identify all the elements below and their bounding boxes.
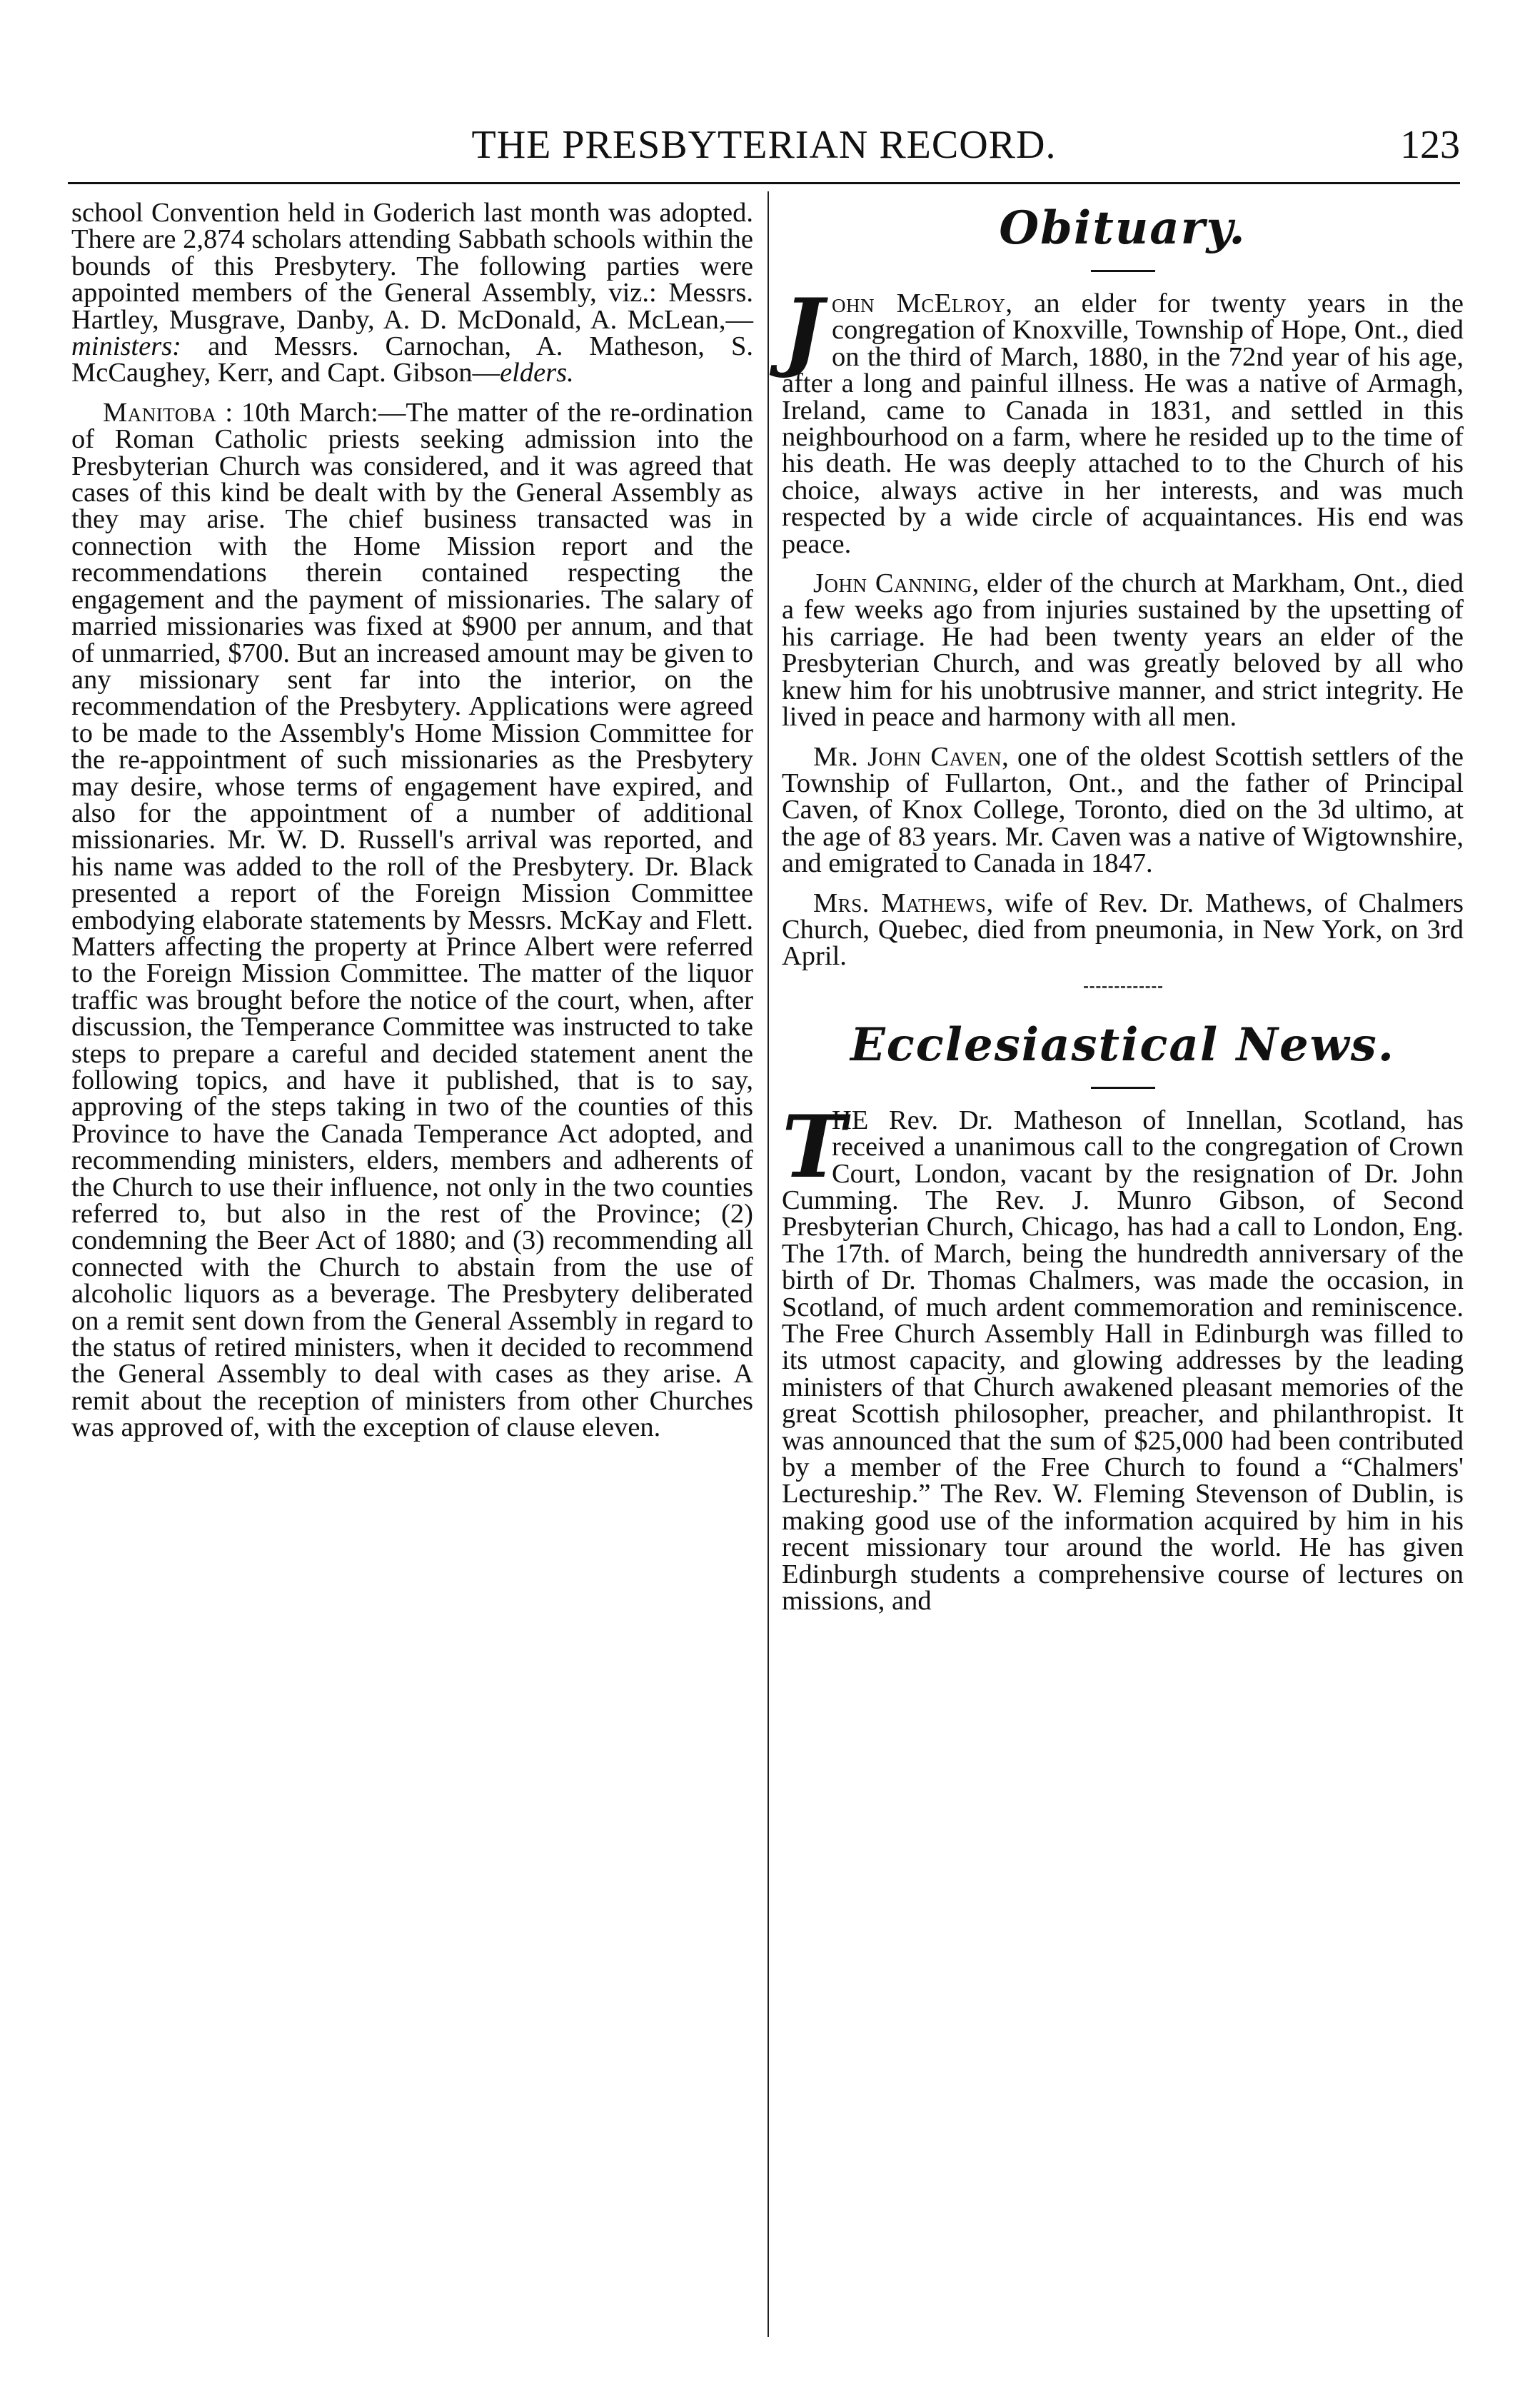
manitoba-text: : 10th March:—The matter of the re-ordination of Roman Catholic priests seeking admission into the Presbyterian Church was considered, and it was agreed that cases of this kind be dealt with by the General Assembly as they may arise. The chief business transacted was in connection with the Home Mission report and the recommendations therein contained respecting the engagement and the payment of missionaries. The salary of married missionaries was fixed at $900 per annum, and that of unmarried, $700. But an increased amount may be given to any missionary sent far into the interior, on the recommendation of the Presbytery. Applications were agreed to be made to the Assembly's Home Mission Committee for the re-appointment of such missionaries as the Presbytery may desire, whose terms of engagement have expired, and also for the appointment of a number of additional missionaries. Mr. W. D. Russell's arrival was reported, and his name was added to the roll of the Presbytery. Dr. Black presented a report of the Foreign Mission Committee embodying elaborate statements by Messrs. McKay and Flett. Matters affecting the property at Prince Albert were referred to the Foreign Mission Committee. The matter of the liquor traffic was brought before the notice of the court, when, after discussion, the Temperance Committee was instructed to take steps to prepare a careful and decided statement anent the following topics, and have it published, that is to say, approving of the steps taking in two of the counties of this Province to have the Canada Temperance Act adopted, and recommending ministers, elders, members and adherents of the Church to use their influence, not only in the two counties referred to, but also in the rest of the Province; (2) condemning the Beer Act of 1880; and (3) recommending all connected with the Church to abstain from the use of alcoholic liquors as a beverage. The Presbytery deliberated on a remit sent down from the General Assembly in regard to the status of retired ministers, when it decided to recommend the General Assembly to deal with cases as they arise. A remit about the reception of ministers from other Churches was approved of, with the exception of clause eleven.: [71, 397, 753, 1443]
assembly-text: school Convention held in Goderich last month was adopted. There are 2,874 scholars attending Sabbath schools within the bounds of this Presbytery. The following parties were appointed members of the General Assembly, viz.: Messrs. Hartley, Musgrave, Danby, A. D. McDonald, A. McLean,—: [71, 198, 753, 335]
obituary-caven: [782, 741, 1464, 879]
ecclesiastical-news-heading: Ecclesiastical News.: [850, 1017, 1396, 1072]
manitoba-lead: Manitoba: [103, 397, 217, 428]
mcelroy-text: , an elder for twenty years in the congregation of Knoxville, Township of Hope, Ont., died on the third of March, 1880, in the 72nd year of his age, after a long and painful illness. He was a native of Armagh, Ireland, came to Canada in 1831, and settled in this neighbourhood on a farm, where he resided up to the time of his death. He was deeply attached to to the Church of his choice, always active in her interests, and was much respected by a wide circle of acquaintances. His end was peace.: [782, 288, 1464, 559]
page-header: [68, 118, 1460, 175]
mcelroy-lead: ohn McElroy: [832, 288, 1006, 318]
obituary-heading: Obituary.: [999, 201, 1247, 255]
left-column: [71, 200, 753, 1442]
publication-title: THE PRESBYTERIAN RECORD.: [471, 123, 1057, 167]
canning-text: , elder of the church at Markham, Ont., died a few weeks ago from injuries sustained by the upsetting of his carriage. He had been twenty years an elder of the Presbyterian Church, and was greatly beloved by all who knew him for his unobtrusive manner, and strict integrity. He lived in peace and harmony with all men.: [782, 568, 1464, 733]
news-rule: [1091, 1087, 1155, 1089]
header-rule: [68, 182, 1460, 184]
column-divider: [768, 191, 769, 2337]
obituary-mcelroy: [782, 280, 1464, 559]
caven-text: , one of the oldest Scottish settlers of the Township of Fullarton, Ont., and the father of Principal Caven, of Knox College, Toronto, died on the 3d ultimo, at the age of 83 years. Mr. Caven was a native of Wigtownshire, and emigrated to Canada in 1847.: [782, 741, 1464, 879]
manitoba-report: [71, 397, 753, 1443]
elders-label: elders.: [500, 358, 574, 388]
obituary-canning: [782, 568, 1464, 733]
elders-text: and Messrs. Carnochan, A. Matheson, S. McCaughey, Kerr, and Capt. Gibson—: [71, 331, 753, 388]
page-number: 123: [1400, 123, 1460, 167]
obituary-dropcap: J: [782, 280, 824, 381]
obituary-rule: [1091, 270, 1155, 272]
ministers-label: ministers:: [71, 331, 181, 362]
news-dropcap: T: [782, 1096, 846, 1197]
canning-lead: John Canning: [813, 568, 972, 599]
mathews-lead: Mrs. Mathews: [813, 888, 987, 918]
section-separator: [1084, 986, 1162, 988]
right-column: [782, 200, 1464, 1617]
obituary-mathews: [782, 890, 1464, 970]
presbytery-report-continued: [71, 200, 753, 387]
caven-lead: Mr. John Caven: [813, 741, 1002, 772]
mathews-text: , wife of Rev. Dr. Mathews, of Chalmers Church, Quebec, died from pneumonia, in New York, on 3rd April.: [782, 888, 1464, 972]
news-body: HE Rev. Dr. Matheson of Innellan, Scotland, has received a unanimous call to the congregation of Crown Court, London, vacant by the resignation of Dr. John Cumming. The Rev. J. Munro Gibson, of Second Presbyterian Church, Chicago, has had a call to London, Eng. The 17th. of March, being the hundredth anniversary of the birth of Dr. Thomas Chalmers, was made the occasion, in Scotland, of much ardent commemoration and reminiscence. The Free Church Assembly Hall in Edinburgh was filled to its utmost capacity, and glowing addresses by the leading ministers of that Church awakened pleasant memories of the great Scottish philosopher, preacher, and philanthropist. It was announced that the sum of $25,000 had been contributed by a member of the Free Church to found a “Chalmers' Lectureship.” The Rev. W. Fleming Stevenson of Dublin, is making good use of the information acquired by him in his recent missionary tour around the world. He has given Edinburgh students a comprehensive course of lectures on missions, and: [782, 1105, 1464, 1617]
ecclesiastical-news-text: [782, 1096, 1464, 1617]
